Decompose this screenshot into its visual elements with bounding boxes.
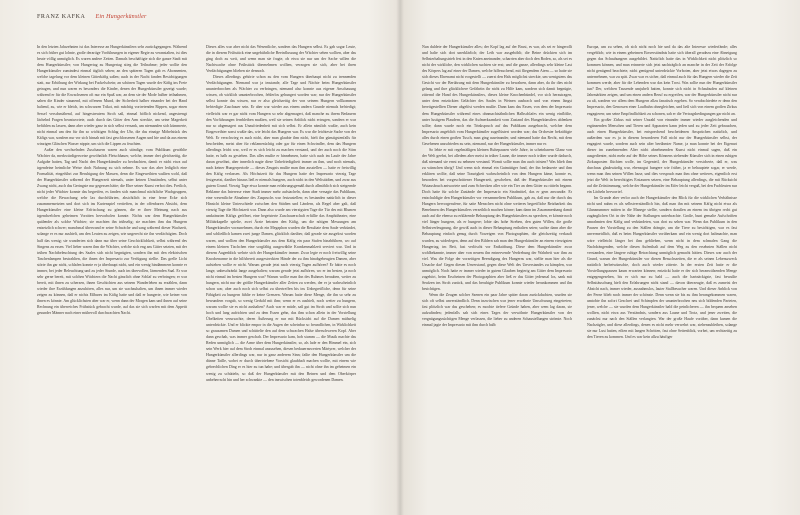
running-head-author: FRANZ KAFKA (37, 14, 86, 20)
running-head-title: Ein Hungerkünstler (95, 14, 147, 20)
running-head (37, 14, 147, 20)
text-column-1 (37, 44, 187, 504)
paragraph: Dieses alles war aber nicht das Wesentliche, sondern das Hungern selbst. Es gab sogar Leute, die in diesem Frühstück eine ungebührliche Beeinflussung der Wächter sehen wollten, aber das ging doch zu weit, und wenn man sie fragte, ob etwa sie nur um der Sache willen die Nachtwache ohne Frühstück übernehmen wollten, verzogen sie sich, aber bei ihren Verdächtigungen blieben sie dennoch. (206, 45, 356, 74)
paragraph: Außer den wechselnden Zuschauern waren auch ständige, vom Publikum gewählte Wächter da, merkwürdigerweise gewöhnlich Fleischhauer, welche, immer drei gleichzeitig, die Aufgabe hatten, Tag und Nacht den Hungerkünstler zu beobachten, damit er nicht etwa auf irgendeine heimliche Weise doch Nahrung zu sich nehme. Es war das aber lediglich eine Formalität, eingeführt zur Beruhigung der Massen, denn die Eingeweihten wußten wohl, daß der Hungerkünstler während der Hungerzeit niemals, unter keinen Umständen, selbst unter Zwang nicht, auch das Geringste nur gegessen hätte; die Ehre seiner Kunst verbot dies. Freilich, nicht jeder Wächter konnte das begreifen, es fanden sich manchmal nächtliche Wachgruppen, welche die Bewachung sehr lax durchführten, absichtlich in eine ferne Ecke sich zusammensetzten und dort sich ins Kartenspiel vertieften, in der offenbaren Absicht, dem Hungerkünstler eine kleine Erfrischung zu gönnen, die er ihrer Meinung nach aus irgendwelchen geheimen Vorräten hervorholen konnte. Nichts war dem Hungerkünstler quälender als solche Wächter; sie machten ihn trübselig; sie machten ihm das Hungern entsetzlich schwer; manchmal überwand er seine Schwäche und sang während dieser Wachzeit, solange er es nur aushielt, um den Leuten zu zeigen, wie ungerecht sie ihn verdächtigten. Doch half das wenig; sie wunderten sich dann nur über seine Geschicklichkeit, selbst während des Singens zu essen. Viel lieber waren ihm die Wächter, welche sich eng ans Gitter setzten, mit der trüben Nachtbeleuchtung des Saales sich nicht begnügten, sondern ihn mit den elektrischen Taschenlampen bestrahlten, die ihnen der Impresario zur Verfügung stellte. Das grelle Licht störte ihn gar nicht, schlafen konnte er ja überhaupt nicht, und ein wenig hindämmern konnte er immer, bei jeder Beleuchtung und zu jeder Stunde, auch im übervollen, lärmenden Saal. Er war sehr gerne bereit, mit solchen Wächtern die Nacht gänzlich ohne Schlaf zu verbringen; er war bereit, mit ihnen zu scherzen, ihnen Geschichten aus seinem Wanderleben zu erzählen, dann wieder ihre Erzählungen anzuhören, alles nur, um sie wachzuhalten, um ihnen immer wieder zeigen zu können, daß er nichts Eßbares im Käfig hatte und daß er hungerte, wie keiner von ihnen es könnte. Am glücklichsten aber war er, wenn dann der Morgen kam und ihnen auf seine Rechnung ein überreiches Frühstück gebracht wurde, auf das sie sich warfen mit dem Appetit gesunder Männer nach einer mühevoll durchwachten Nacht. (37, 147, 187, 316)
text-column-4 (587, 44, 737, 514)
paragraph: Im Grunde aber verlor auch der Hungerkünstler den Blick für die wirklichen Verhältnisse nicht und nahm es als selbstverständlich hin, daß man ihn mit seinem Käfig nicht etwa als Glanznummer mitten in die Manege stellte, sondern draußen an einem im übrigen recht gut zugänglichen Ort in der Nähe der Stallungen unterbrachte. Große, bunt gemalte Aufschriften umrahmten den Käfig und verkündeten, was dort zu sehen war. Wenn das Publikum in den Pausen der Vorstellung zu den Ställen drängte, um die Tiere zu besichtigen, war es fast unvermeidlich, daß es beim Hungerkünstler vorüberkam und ein wenig dort haltmachte, man wäre vielleicht länger bei ihm geblieben, wenn nicht in dem schmalen Gang die Nachdrängenden, welche diesen Aufenthalt auf dem Weg zu den ersehnten Ställen nicht verstanden, eine längere ruhige Betrachtung unmöglich gemacht hätten. Dieses war auch der Grund, warum der Hungerkünstler vor diesen Besuchszeiten, die er als seinen Lebenszweck natürlich herbeiwünschte, doch auch wieder zitterte. In der ersten Zeit hatte er die Vorstellungspausen kaum erwarten können; entzückt hatte er der sich heranwälzenden Menge entgegengesehen, bis er sich nur zu bald — auch die hartnäckigste, fast bewußte Selbsttäuschung hielt den Erfahrungen nicht stand — davon überzeugte, daß es zumeist der Absicht nach, immer wieder, ausnahmslos, lauter Stallbesucher waren. Und dieser Anblick von der Ferne blieb noch immer der schönste. Denn wenn sie bis zu ihm herangekommen waren, umtobte ihn sofort Geschrei und Schimpfen der ununterbrochen neu sich bildenden Parteien, jener, welche — sie wurden dem Hungerkünstler bald die peinlicheren — ihn bequem ansehen wollten, nicht etwa aus Verständnis, sondern aus Laune und Trotz, und jener zweiten, die zunächst nur nach den Ställen verlangten. War der große Haufe vorüber, dann kamen die Nachzügler, und diese allerdings, denen es nicht mehr verwehrt war, stehenzubleiben, solange sie nur Lust hatten, eilten mit langen Schritten, fast ohne Seitenblick, vorbei, um rechtzeitig zu den Tieren zu kommen. Und es war kein allzu häufiger (587, 196, 737, 340)
text-column-2 (206, 44, 356, 504)
right-page (400, 0, 800, 515)
paragraph: Dieses allerdings gehörte schon zu den vom Hungern überhaupt nicht zu trennenden Verdächtigungen. Niemand war ja imstande, alle Tage und Nächte beim Hungerkünstler ununterbrochen als Wächter zu verbringen, niemand also konnte aus eigener Anschauung wissen, ob wirklich ununterbrochen, fehlerlos gehungert worden war; nur der Hungerkünstler selbst konnte das wissen, nur er also gleichzeitig der von seinem Hungern vollkommen befriedigte Zuschauer sein. Er aber war wieder aus einem andern Grunde niemals befriedigt; vielleicht war er gar nicht vom Hungern so sehr abgemagert, daß manche zu ihrem Bedauern den Vorführungen fernbleiben mußten, weil sie seinen Anblick nicht ertrugen, sondern er war nur so abgemagert aus Unzufriedenheit mit sich selbst. Er allein nämlich wußte, auch kein Eingeweihter sonst wußte das, wie leicht das Hungern war. Es war die leichteste Sache von der Welt. Er verschwieg es auch nicht, aber man glaubte ihm nicht, hielt ihn günstigstenfalls für bescheiden, meist aber für reklamesüchtig oder gar für einen Schwindler, dem das Hungern allerdings leicht war, weil er es sich leicht zu machen verstand, und der auch noch die Stirn hatte, es halb zu gestehen. Das alles mußte er hinnehmen, hatte sich auch im Laufe der Jahre daran gewöhnt, aber innerlich nagte diese Unbefriedigtheit immer an ihm, und noch niemals, nach keiner Hungerperiode — dieses Zeugnis mußte man ihm ausstellen — hatte er freiwillig den Käfig verlassen. Als Höchstzeit für das Hungern hatte der Impresario vierzig Tage festgesetzt, darüber hinaus ließ er niemals hungern, auch nicht in den Weltstädten, und zwar aus gutem Grund. Vierzig Tage etwa konnte man erfahrungsgemäß durch allmählich sich steigernde Reklame das Interesse einer Stadt immer mehr aufstacheln, dann aber versagte das Publikum, eine wesentliche Abnahme des Zuspruchs war festzustellen; es bestanden natürlich in dieser Hinsicht kleine Unterschiede zwischen den Städten und Ländern, als Regel aber galt, daß vierzig Tage die Höchstzeit war. Dann also wurde am vierzigsten Tage die Tür des mit Blumen umkränzten Käfigs geöffnet, eine begeisterte Zuschauerschaft erfüllte das Amphitheater, eine Militärkapelle spielte, zwei Ärzte betraten den Käfig, um die nötigen Messungen am Hungerkünstler vorzunehmen, durch ein Megaphon wurden die Resultate dem Saale verkündet, und schließlich kamen zwei junge Damen, glücklich darüber, daß gerade sie ausgelost worden waren, und wollten den Hungerkünstler aus dem Käfig ein paar Stufen hinabführen, wo auf einem kleinen Tischchen eine sorgfältig ausgewählte Krankenmahlzeit serviert war. Und in diesem Augenblick wehrte sich der Hungerkünstler immer. Zwar legte er noch freiwillig seine Knochenarme in die hilfsbereit ausgestreckten Hände der zu ihm hinabgebeugten Damen, aber aufstehen wollte er nicht. Warum gerade jetzt nach vierzig Tagen aufhören? Er hätte es noch lange, unbeschränkt lange ausgehalten; warum gerade jetzt aufhören, wo er im besten, ja noch nicht einmal im besten Hungern war? Warum wollte man ihn des Ruhmes berauben, weiter zu hungern, nicht nur der größte Hungerkünstler aller Zeiten zu werden, der er ja wahrscheinlich schon war, aber auch noch sich selbst zu übertreffen bis ins Unbegreifliche, denn für seine Fähigkeit zu hungern fühlte er keine Grenzen. Warum hatte diese Menge, die ihn so sehr zu bewundern vorgab, so wenig Geduld mit ihm; wenn er es aushielt, noch weiter zu hungern, warum wollte sie es nicht aushalten? Auch war er müde, saß gut im Stroh und sollte sich nun hoch und lang aufrichten und zu dem Essen gehn, das ihm schon allein in der Vorstellung Übelkeiten verursachte, deren Äußerung er nur mit Rücksicht auf die Damen mühselig unterdrückte. Und er blickte empor in die Augen der scheinbar so freundlichen, in Wirklichkeit so grausamen Damen und schüttelte den auf dem schwachen Halse überschweren Kopf. Aber dann geschah, was immer geschah. Der Impresario kam, hob stumm — die Musik machte das Reden unmöglich — die Arme über dem Hungerkünstler, so, als lade er den Himmel ein, sich sein Werk hier auf dem Stroh einmal anzusehen, diesen bedauernswerten Märtyrer, welcher der Hungerkünstler allerdings war, nur in ganz anderem Sinn; faßte den Hungerkünstler um die dünne Taille, wobei er durch übertriebene Vorsicht glaubhaft machen wollte, mit einem wie gebrechlichen Ding er es hier zu tun habe; und übergab ihn — nicht ohne ihn im geheimen ein wenig zu schütteln, so daß der Hungerkünstler mit den Beinen und dem Oberkörper unbeherrscht hin und her schwankte — den inzwischen totenbleich gewordenen Damen. (206, 75, 356, 382)
paragraph: Wenn die Zeugen solcher Szenen ein paar Jahre später daran zurückdachten, wurden sie sich oft selbst unverständlich. Denn inzwischen war jener erwähnte Umschwung eingetreten; fast plötzlich war das geschehen; es mochte tiefere Gründe haben, aber wem lag daran, sie aufzufinden; jedenfalls sah sich eines Tages der verwöhnte Hungerkünstler von der vergnügungssüchtigen Menge verlassen, die lieber zu anderen Schaustellungen strömte. Noch einmal jagte der Impresario mit ihm durch halb (422, 292, 572, 328)
text-column-3 (422, 44, 572, 504)
paragraph: Nun duldete der Hungerkünstler alles; der Kopf lag auf der Brust, es war, als sei er hingerollt und halte sich dort unerklärlich; der Leib war ausgehöhlt; die Beine drückten sich im Selbsterhaltungstrieb fest in den Knien aneinander, scharrten aber doch den Boden, so, als sei es nicht der wirkliche, den wirklichen suchten sie erst; und die ganze, allerdings sehr kleine Last des Körpers lag auf einer der Damen, welche hilfesuchend, mit fliegendem Atem — so hatte sie sich dieses Ehrenamt nicht vorgestellt — zuerst den Hals möglichst streckte, um wenigstens das Gesicht vor der Berührung mit dem Hungerkünstler zu bewahren, dann aber, da ihr dies nicht gelang und ihre glücklichere Gefährtin ihr nicht zu Hilfe kam, sondern sich damit begnügte, zitternd die Hand des Hungerkünstlers, dieses kleine Knochenbündel, vor sich herzutragen, unter dem entzückten Gelächter des Saales in Weinen ausbrach und von einem längst bereitgestellten Diener abgelöst werden mußte. Dann kam das Essen, von dem der Impresario dem Hungerkünstler während eines ohnmachtsähnlichen Halbschlafes ein wenig einflößte, unter lustigem Plaudern, das die Aufmerksamkeit vom Zustand des Hungerkünstlers ablenken sollte; dann wurde noch ein Trinkspruch auf das Publikum ausgebracht, welcher dem Impresario angeblich vom Hungerkünstler zugeflüstert worden war; das Orchester bekräftigte alles durch einen großen Tusch, man ging auseinander, und niemand hatte das Recht, mit dem Gesehenen unzufrieden zu sein, niemand, nur der Hungerkünstler, immer nur er. (422, 45, 572, 146)
paragraph: Ein großer Zirkus mit seiner Unzahl von einander immer wieder ausgleichenden und ergänzenden Menschen und Tieren und Apparaten kann jeden und zu jeder Zeit gebrauchen, auch einen Hungerkünstler, bei entsprechend bescheidenen Ansprüchen natürlich, und außerdem war es ja in diesem besonderen Fall nicht nur der Hungerkünstler selbst, der engagiert wurde, sondern auch sein alter berühmter Name, ja man konnte bei der Eigenart dieser im zunehmenden Alter nicht abnehmenden Kunst nicht einmal sagen, daß ein ausgedienter, nicht mehr auf der Höhe seines Könnens stehender Künstler sich in einen ruhigen Zirkusposten flüchten wolle, im Gegenteil, der Hungerkünstler versicherte, daß er, was durchaus glaubwürdig war, ebensogut hungere wie früher, ja er behauptete sogar, er werde, wenn man ihm seinen Willen lasse, und dies versprach man ihm ohne weiteres, eigentlich erst jetzt die Welt in berechtigtes Erstaunen setzen, eine Behauptung allerdings, die mit Rücksicht auf die Zeitstimmung, welche der Hungerkünstler im Eifer leicht vergaß, bei den Fachleuten nur ein Lächeln hervorrief. (587, 117, 737, 195)
paragraph: So lebte er mit regelmäßigen kleinen Ruhepausen viele Jahre, in scheinbarem Glanz von der Welt geehrt, bei alledem aber meist in trüber Laune, die immer noch trüber wurde dadurch, daß niemand sie ernst zu nehmen verstand. Womit sollte man ihn auch trösten? Was blieb ihm zu wünschen übrig? Und wenn sich einmal ein Gutmütiger fand, der ihn bedauerte und ihm erklären wollte, daß seine Traurigkeit wahrscheinlich von dem Hungern käme, konnte es, besonders bei vorgeschrittener Hungerzeit, geschehen, daß der Hungerkünstler mit einem Wutausbruch antwortete und zum Schrecken aller wie ein Tier an dem Gitter zu rütteln begann. Doch hatte für solche Zustände der Impresario ein Strafmittel, das er gern anwandte. Er entschuldigte den Hungerkünstler vor versammeltem Publikum, gab zu, daß nur die durch das Hungern hervorgerufene, für satte Menschen nicht ohne weiteres begreifliche Reizbarkeit das Benehmen des Hungerkünstlers verzeihlich machen könne; kam dann im Zusammenhang damit auch auf die ebenso zu erklärende Behauptung des Hungerkünstlers zu sprechen, er könnte noch viel länger hungern, als er hungere; lobte das hohe Streben, den guten Willen, die große Selbstverleugnung, die gewiß auch in dieser Behauptung enthalten seien; suchte dann aber die Behauptung einfach genug durch Vorzeigen von Photographien, die gleichzeitig verkauft wurden, zu widerlegen, denn auf den Bildern sah man den Hungerkünstler an einem vierzigsten Hungertag, im Bett, fast verlöscht vor Entkräftung. Diese dem Hungerkünstler zwar wohlbekannte, immer aber von neuem ihn entnervende Verdrehung der Wahrheit war ihm zu viel. Was die Folge der vorzeitigen Beendigung des Hungerns war, stellte man hier als die Ursache dar! Gegen diesen Unverstand, gegen diese Welt des Unverstandes zu kämpfen, war unmöglich. Noch hatte er immer wieder in gutem Glauben begierig am Gitter dem Impresario zugehört, beim Erscheinen der Photographien aber ließ er das Gitter jedesmal los, sank mit Seufzen ins Stroh zurück, und das beruhigte Publikum konnte wieder herankommen und ihn besichtigen. (422, 147, 572, 291)
paragraph: Europa, um zu sehen, ob sich nicht noch hie und da das alte Interesse wiederfände; alles vergeblich; wie in einem geheimen Einverständnis hatte sich überall geradezu eine Abneigung gegen das Schauhungern ausgebildet. Natürlich hatte das in Wirklichkeit nicht plötzlich so kommen können, und man erinnerte sich jetzt nachträglich an manche in der Zeit der Erfolge nicht genügend beachtete, nicht genügend unterdrückte Vorboten, aber jetzt etwas dagegen zu unternehmen, war zu spät. Zwar war es sicher, daß einmal auch für das Hungern wieder die Zeit kommen werde, aber für die Lebenden war das kein Trost. Was sollte nun der Hungerkünstler tun? Der, welchen Tausende umjubelt hatten, konnte sich nicht in Schaubuden auf kleinen Jahrmärkten zeigen, und um einen andern Beruf zu ergreifen, war der Hungerkünstler nicht nur zu alt, sondern vor allem dem Hungern allzu fanatisch ergeben. So verabschiedete er denn den Impresario, den Genossen einer Laufbahn ohnegleichen, und ließ sich von einem großen Zirkus engagieren; um seine Empfindlichkeit zu schonen, sah er die Vertragsbedingungen gar nicht an. (587, 45, 737, 116)
paragraph: In den letzten Jahrzehnten ist das Interesse an Hungerkünstlern sehr zurückgegangen. Während es sich früher gut lohnte, große derartige Vorführungen in eigener Regie zu veranstalten, ist dies heute völlig unmöglich. Es waren andere Zeiten. Damals beschäftigte sich die ganze Stadt mit dem Hungerkünstler; von Hungertag zu Hungertag stieg die Teilnahme; jeder wollte den Hungerkünstler zumindest einmal täglich sehen; an den späteren Tagen gab es Abonnenten, welche tagelang vor dem kleinen Gitterkäfig saßen; auch in der Nacht fanden Besichtigungen statt, zur Erhöhung der Wirkung bei Fackelschein; an schönen Tagen wurde der Käfig ins Freie getragen, und nun waren es besonders die Kinder, denen der Hungerkünstler gezeigt wurde; während er für die Erwachsenen oft nur ein Spaß war, an dem sie der Mode halber teilnahmen, sahen die Kinder staunend, mit offenem Mund, der Sicherheit halber einander bei der Hand haltend, zu, wie er bleich, im schwarzen Trikot, mit mächtig vortretenden Rippen, sogar einen Sessel verschmähend, auf hingestreutem Stroh saß, einmal höflich nickend, angestrengt lächelnd Fragen beantwortete, auch durch das Gitter den Arm streckte, um seine Magerkeit befühlen zu lassen, dann aber wieder ganz in sich selbst versank, um niemanden sich kümmerte, nicht einmal um den für ihn so wichtigen Schlag der Uhr, die das einzige Möbelstück des Käfigs war, sondern nur vor sich hinsah mit fast geschlossenen Augen und hie und da aus einem winzigen Gläschen Wasser nippte, um sich die Lippen zu feuchten. (37, 45, 187, 146)
